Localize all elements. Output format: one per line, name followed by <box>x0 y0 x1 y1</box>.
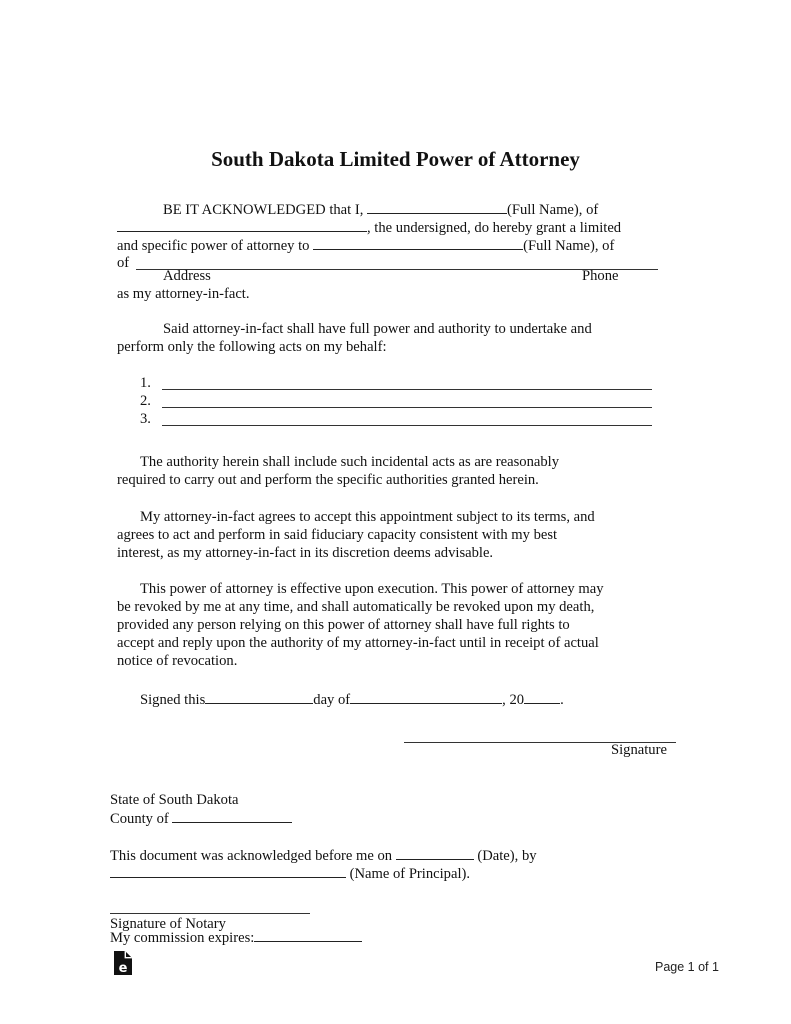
document-title: South Dakota Limited Power of Attorney <box>211 147 580 171</box>
signature-label: Signature <box>611 742 667 758</box>
document-e-icon <box>114 951 132 975</box>
notary-text: My commission expires: <box>110 930 255 946</box>
acts-paragraph-line-2: perform only the following acts on my behalf: <box>117 339 387 355</box>
intro-text: BE IT ACKNOWLEDGED that I, <box>163 202 364 218</box>
notary-state: State of South Dakota <box>110 792 239 808</box>
notary-ack-line <box>110 846 537 865</box>
svg-text:e: e <box>118 961 128 975</box>
attorney-address-phone-field[interactable] <box>136 269 658 270</box>
effective-line-1: This power of attorney is effective upon execution. This power of attorney may <box>140 581 604 597</box>
notary-county-line <box>110 809 292 828</box>
acceptance-line-1: My attorney-in-fact agrees to accept this appointment subject to its terms, and <box>140 509 595 525</box>
intro-line-1 <box>163 200 598 219</box>
act-field-3[interactable] <box>162 425 652 426</box>
intro-line-4 <box>117 254 129 272</box>
signed-year-field[interactable] <box>524 690 560 704</box>
act-field-1[interactable] <box>162 389 652 390</box>
notary-text: County of <box>110 811 169 827</box>
signed-month-field[interactable] <box>350 690 502 704</box>
intro-text: and specific power of attorney to <box>117 238 310 254</box>
act-field-2[interactable] <box>162 407 652 408</box>
notary-commission-line <box>110 930 362 945</box>
notary-text: (Date), by <box>477 848 537 864</box>
intro-text: (Full Name), of <box>507 202 599 218</box>
notary-principal-line <box>110 864 470 883</box>
notary-signature-label: Signature of Notary <box>110 916 226 932</box>
intro-text: , the undersigned, do hereby grant a limited <box>367 220 622 236</box>
signed-text: Signed this <box>140 692 206 708</box>
acceptance-line-3: interest, as my attorney-in-fact in its discretion deems advisable. <box>117 545 494 561</box>
intro-text: of <box>117 255 130 271</box>
principal-name-field[interactable] <box>367 200 507 214</box>
effective-line-3: provided any person relying on this power of attorney shall have full rights to <box>117 617 570 633</box>
notary-signature-field[interactable] <box>110 913 310 914</box>
signed-day-field[interactable] <box>205 690 313 704</box>
act-number: 2. <box>140 393 151 409</box>
phone-label: Phone <box>582 268 619 284</box>
signed-text: , 20 <box>502 692 525 708</box>
intro-text: (Full Name), of <box>523 238 615 254</box>
commission-expiry-field[interactable] <box>254 930 362 942</box>
page-number: Page 1 of 1 <box>655 960 719 974</box>
signed-line <box>140 690 564 709</box>
acts-paragraph-line-1: Said attorney-in-fact shall have full power and authority to undertake and <box>163 321 592 337</box>
address-label: Address <box>163 268 211 284</box>
act-number: 3. <box>140 411 151 427</box>
principal-name-notary-field[interactable] <box>110 864 346 878</box>
acceptance-line-2: agrees to act and perform in said fiduciary capacity consistent with my best <box>117 527 558 543</box>
intro-line-2 <box>117 218 621 237</box>
signed-text: day of <box>313 692 351 708</box>
intro-line-6: as my attorney-in-fact. <box>117 286 250 302</box>
notary-text: This document was acknowledged before me on <box>110 848 393 864</box>
notary-text: (Name of Principal). <box>349 866 471 882</box>
ack-date-field[interactable] <box>396 846 474 860</box>
effective-line-4: accept and reply upon the authority of my attorney-in-fact until in receipt of actual <box>117 635 599 651</box>
county-field[interactable] <box>172 809 292 823</box>
act-number: 1. <box>140 375 151 391</box>
effective-line-2: be revoked by me at any time, and shall automatically be revoked upon my death, <box>117 599 595 615</box>
effective-line-5: notice of revocation. <box>117 653 238 669</box>
attorney-name-field[interactable] <box>313 236 523 250</box>
signed-text: . <box>560 692 564 708</box>
principal-address-field[interactable] <box>117 218 367 232</box>
incidental-line-1: The authority herein shall include such incidental acts as are reasonably <box>140 454 560 470</box>
intro-line-3 <box>117 236 614 255</box>
incidental-line-2: required to carry out and perform the specific authorities granted herein. <box>117 472 539 488</box>
